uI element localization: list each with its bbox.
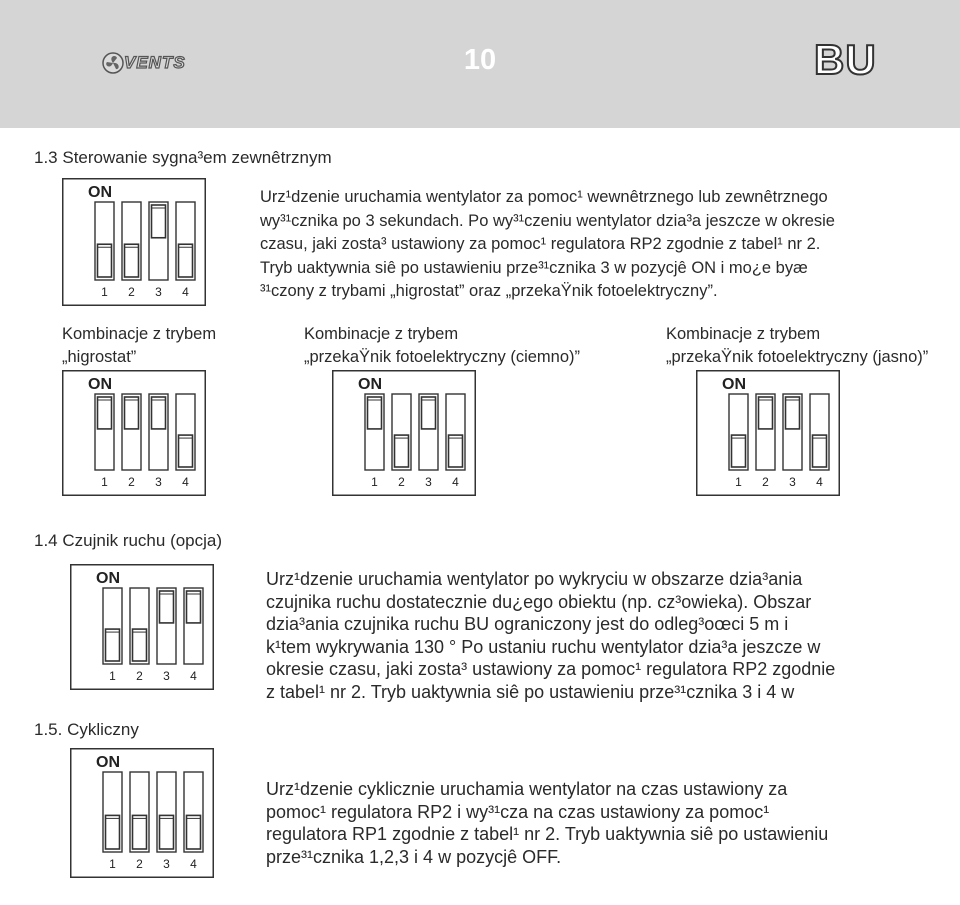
vents-logo <box>100 50 220 76</box>
switch-knob-off <box>106 815 120 849</box>
switch-knob-off <box>160 815 174 849</box>
section-1-3-text <box>260 186 835 304</box>
text-line: pomoc¹ regulatora RP2 i wy³¹cza na czas ustawiony za pomoc¹ <box>266 801 770 822</box>
text-line: czujnika ruchu dostatecznie du¿ego obiektu (np. cz³owieka). Obszar <box>266 591 812 612</box>
dip-switch-graphic <box>696 370 840 496</box>
dip-switch-1-4 <box>70 564 214 695</box>
switch-number: 2 <box>762 475 769 489</box>
combo-caption-line: Kombinacje z trybem <box>304 325 459 343</box>
switch-knob-on <box>786 397 800 429</box>
section-title-1-5: 1.5. Cykliczny <box>34 720 139 739</box>
switch-knob-off <box>179 435 193 467</box>
dip-switch-1-3 <box>62 178 206 311</box>
dip-switch-combo-higrostat <box>62 370 206 501</box>
switch-number: 1 <box>735 475 742 489</box>
switch-number: 1 <box>101 285 108 299</box>
text-line: Urz¹dzenie uruchamia wentylator po wykryciu w obszarze dzia³ania <box>266 569 803 589</box>
text-line: prze³¹cznika 1,2,3 i 4 w pozycjê OFF. <box>266 846 562 867</box>
switch-number: 2 <box>128 475 135 489</box>
dip-switch-graphic <box>70 748 214 878</box>
dip-switch-graphic <box>62 370 206 496</box>
text-line: z tabel¹ nr 2. Tryb uaktywnia siê po ustawieniu prze³¹cznika 3 i 4 w <box>266 681 795 702</box>
switch-number: 4 <box>816 475 823 489</box>
switch-number: 4 <box>182 285 189 299</box>
text-line: czasu, jaki zosta³ ustawiony za pomoc¹ regulatora RP2 zgodnie z tabel¹ nr 2. <box>260 235 821 253</box>
page-header <box>0 0 960 128</box>
dip-switch-graphic <box>62 178 206 306</box>
switch-number: 1 <box>371 475 378 489</box>
text-line: wy³¹cznika po 3 sekundach. Po wy³¹czeniu wentylator dzia³a jeszcze w okresie <box>260 211 835 230</box>
switch-knob-off <box>395 435 409 467</box>
switch-knob-off <box>106 629 120 661</box>
switch-number: 2 <box>136 669 143 683</box>
switch-number: 4 <box>190 857 197 871</box>
switch-knob-off <box>125 244 139 277</box>
switch-knob-off <box>133 629 147 661</box>
section-title-1-4: 1.4 Czujnik ruchu (opcja) <box>34 531 223 550</box>
text-line: Urz¹dzenie uruchamia wentylator za pomoc¹ wewnêtrznego lub zewnêtrznego <box>260 188 828 206</box>
switch-number: 3 <box>163 857 170 871</box>
text-line: Tryb uaktywnia siê po ustawieniu prze³¹cznika 3 w pozycjê ON i mo¿e byæ <box>260 258 808 277</box>
dip-switch-graphic <box>332 370 476 496</box>
switch-number: 3 <box>155 475 162 489</box>
switch-knob-on <box>422 397 436 429</box>
switch-number: 2 <box>398 475 405 489</box>
switch-number: 3 <box>163 669 170 683</box>
switch-knob-off <box>133 815 147 849</box>
model-code: BU <box>814 36 877 83</box>
combo-caption-line: Kombinacje z trybem <box>62 325 217 343</box>
section-title-1-3: 1.3 Sterowanie sygna³em zewnêtrznym <box>34 148 332 167</box>
switch-knob-on <box>759 397 773 429</box>
dip-switch-1-5 <box>70 748 214 883</box>
switch-knob-off <box>813 435 827 467</box>
on-label: ON <box>88 184 112 201</box>
text-line: k¹tem wykrywania 130 ° Po ustaniu ruchu wentylator dzia³a jeszcze w <box>266 636 821 657</box>
switch-number: 1 <box>109 857 116 871</box>
text-line: Urz¹dzenie cyklicznie uruchamia wentylator na czas ustawiony za <box>266 779 788 799</box>
switch-knob-off <box>179 244 193 277</box>
switch-knob-on <box>160 591 174 623</box>
on-label: ON <box>96 570 120 587</box>
on-label: ON <box>88 376 112 393</box>
combo-caption-line: „przekaŸnik fotoelektryczny (ciemno)” <box>304 348 581 366</box>
section-1-4-text <box>266 568 835 703</box>
switch-knob-off <box>187 815 201 849</box>
logo-text: VENTS <box>124 53 186 72</box>
switch-number: 1 <box>101 475 108 489</box>
switch-number: 2 <box>136 857 143 871</box>
combo-caption-3 <box>666 323 928 369</box>
switch-knob-on <box>152 397 166 429</box>
switch-knob-off <box>98 244 112 277</box>
on-label: ON <box>722 376 746 393</box>
switch-knob-on <box>98 397 112 429</box>
switch-number: 4 <box>182 475 189 489</box>
combo-caption-line: „przekaŸnik fotoelektryczny (jasno)” <box>666 348 929 366</box>
combo-caption-line: Kombinacje z trybem <box>666 325 821 343</box>
text-line: dzia³ania czujnika ruchu BU ograniczony jest do odleg³oœci 5 m i <box>266 614 789 634</box>
switch-number: 1 <box>109 669 116 683</box>
switch-knob-on <box>152 205 166 238</box>
dip-switch-combo-dark <box>332 370 476 501</box>
combo-caption-1 <box>62 323 216 369</box>
text-line: ³¹czony z trybami „higrostat” oraz „przekaŸnik fotoelektryczny”. <box>260 282 718 300</box>
switch-number: 4 <box>452 475 459 489</box>
page-number: 10 <box>463 44 497 76</box>
text-line: okresie czasu, jaki zosta³ ustawiony za pomoc¹ regulatora RP2 zgodnie <box>266 659 836 679</box>
switch-knob-on <box>368 397 382 429</box>
switch-knob-off <box>732 435 746 467</box>
switch-number: 3 <box>425 475 432 489</box>
switch-number: 2 <box>128 285 135 299</box>
section-1-5-text <box>266 778 828 868</box>
switch-number: 3 <box>155 285 162 299</box>
dip-switch-combo-light <box>696 370 840 501</box>
switch-knob-on <box>187 591 201 623</box>
text-line: regulatora RP1 zgodnie z tabel¹ nr 2. Tryb uaktywnia siê po ustawieniu <box>266 824 829 844</box>
dip-switch-graphic <box>70 564 214 690</box>
on-label: ON <box>358 376 382 393</box>
fan-icon <box>100 50 126 76</box>
switch-knob-off <box>449 435 463 467</box>
combo-caption-line: „higrostat” <box>62 348 137 366</box>
switch-number: 3 <box>789 475 796 489</box>
switch-knob-on <box>125 397 139 429</box>
switch-number: 4 <box>190 669 197 683</box>
combo-caption-2 <box>304 323 580 369</box>
on-label: ON <box>96 754 120 771</box>
